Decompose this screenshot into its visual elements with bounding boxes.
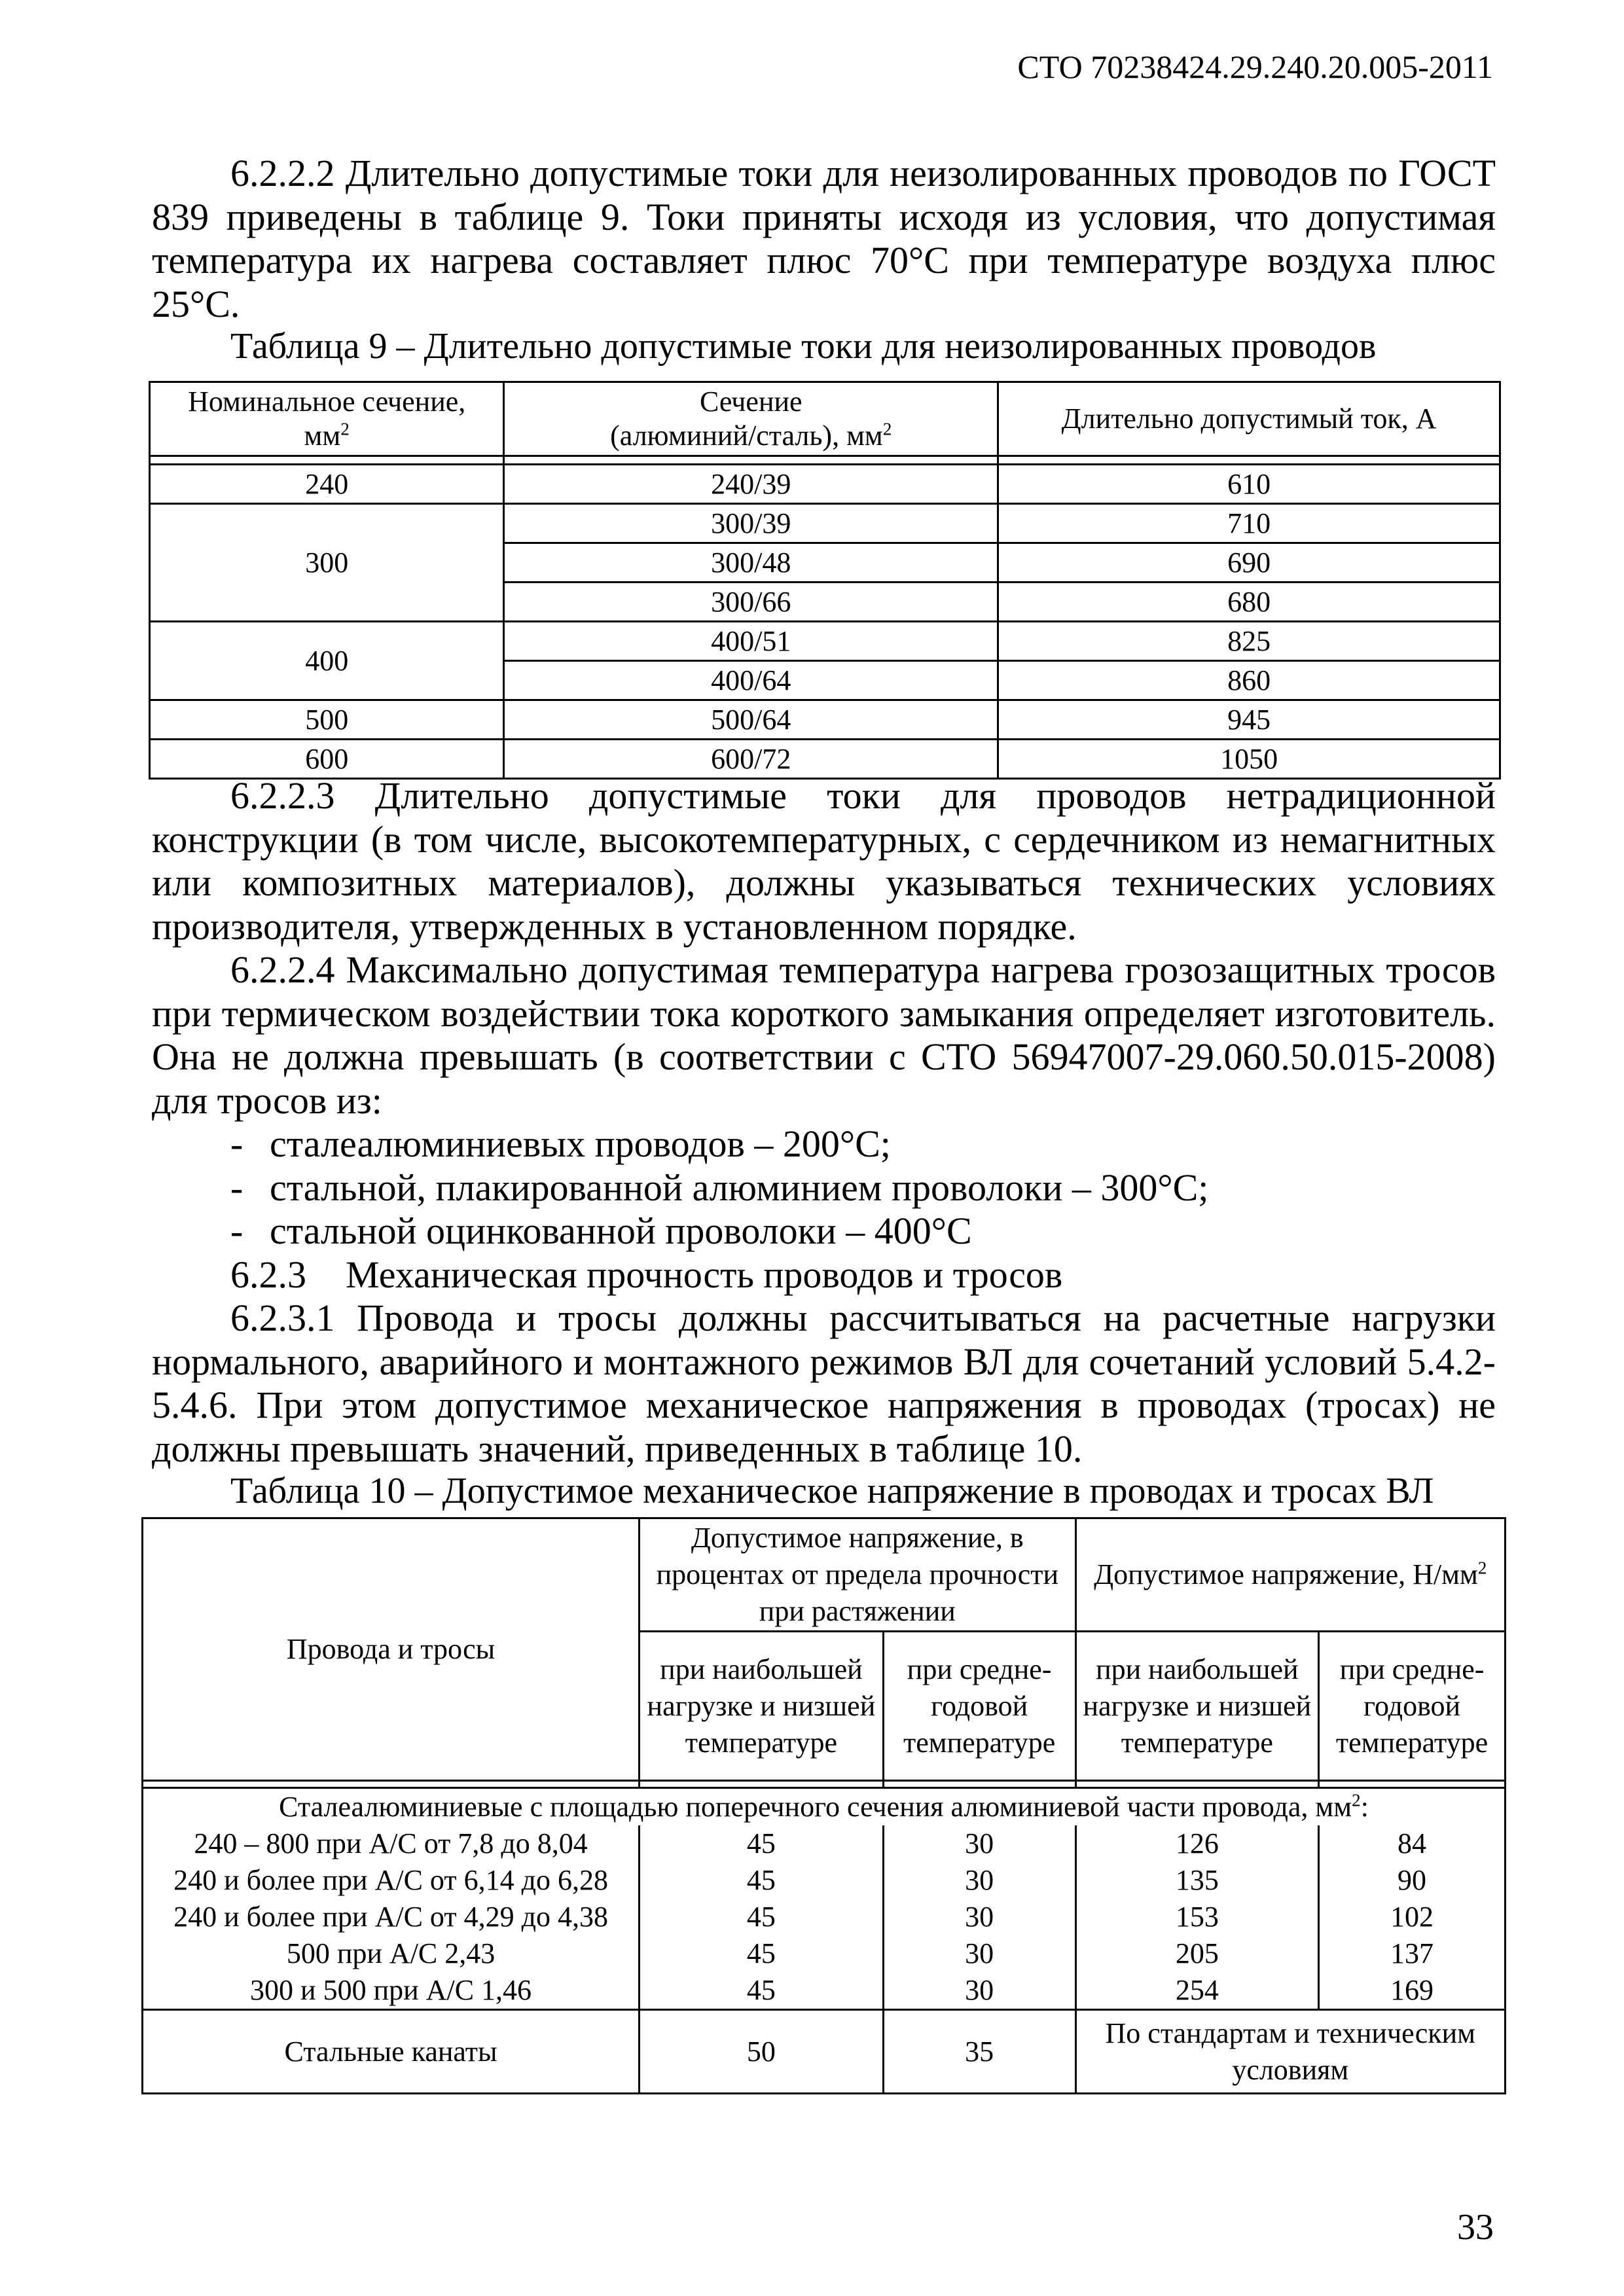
table-row (143, 1899, 1506, 1935)
table9-caption: Таблица 9 – Длительно допустимые токи для неизолированных проводов (230, 326, 1377, 367)
table-cell: 680 (998, 583, 1500, 622)
table-cell: 600 (150, 740, 504, 779)
table-cell: 500 (150, 700, 504, 740)
table10-group-label: Сталеалюминиевые с площадью поперечного сечения алюминиевой части провода, $мм^2$: (143, 1788, 1506, 1826)
paragraph-number: 6.2.2.2 (230, 152, 335, 194)
body-text (152, 774, 1496, 1511)
table10-header-avg-temp: при средне-годовой температуре (1319, 1632, 1506, 1781)
table-cell: 84 (1319, 1825, 1506, 1862)
table10-header-max-load: при наибольшей нагрузке и низшей температуре (1075, 1632, 1319, 1781)
table9 (149, 381, 1501, 780)
table-row (150, 622, 1500, 661)
table-cell: 240 – 800 при А/С от 7,8 до 8,04 (143, 1825, 640, 1862)
table-cell: 102 (1319, 1899, 1506, 1935)
section-heading-623: 6.2.3 Механическая прочность проводов и тросов (230, 1253, 1063, 1296)
table-cell: 153 (1075, 1899, 1319, 1935)
table-row (143, 2010, 1506, 2094)
table-cell: 240 и более при А/С от 4,29 до 4,38 (143, 1899, 640, 1935)
table-row (143, 1972, 1506, 2010)
table-cell: 254 (1075, 1972, 1319, 2010)
table10-header-avg-temp: при средне-годовой температуре (883, 1632, 1075, 1781)
table-cell: 30 (883, 1825, 1075, 1862)
table-cell: 610 (998, 465, 1500, 504)
table-cell: 300 и 500 при А/С 1,46 (143, 1972, 640, 2010)
paragraph-number: 6.2.2.3 (230, 774, 335, 817)
table-cell: 169 (1319, 1972, 1506, 2010)
document-code: СТО 70238424.29.240.20.005-2011 (1017, 48, 1493, 85)
page-number: 33 (1457, 2207, 1494, 2248)
list-dash: - (230, 1210, 244, 1252)
table9-header-current: Длительно допустимый ток, А (998, 382, 1500, 456)
table10-header-percent: Допустимое напряжение, в процентах от предела прочности при растяжении (640, 1518, 1075, 1632)
table10 (141, 1517, 1506, 2094)
table-cell: 300/39 (504, 504, 998, 543)
table-cell: 135 (1075, 1862, 1319, 1899)
paragraph-6224 (152, 948, 1496, 1122)
paragraph-text: Длительно допустимые токи для неизолированных проводов по ГОСТ 839 приведены в таблице 9. Токи приняты исходя из условия, что допустимая температура их нагрева составляет плюс 70°С при температуре воздуха плюс 25°С. (152, 152, 1496, 325)
table-cell: 45 (640, 1825, 884, 1862)
table9-header-nominal: Номинальное сечение, $мм^2$ (150, 382, 504, 456)
paragraph-text: Провода и тросы должны рассчитываться на расчетные нагрузки нормального, аварийного и монтажного режимов ВЛ для сочетаний условий 5.4.2-5.4.6. При этом допустимое механическое напряжения в проводах (тросах) не должны превышать значений, приведенных в таблице 10. (152, 1297, 1496, 1470)
table-cell: 300/48 (504, 543, 998, 583)
paragraph-6222 (152, 152, 1496, 326)
table-cell: 300/66 (504, 583, 998, 622)
table-cell: 126 (1075, 1825, 1319, 1862)
table-row (143, 1935, 1506, 1972)
table-cell: 45 (640, 1972, 884, 2010)
table-cell: 860 (998, 661, 1500, 700)
table-cell: 690 (998, 543, 1500, 583)
table-cell: 400/64 (504, 661, 998, 700)
table-cell: 137 (1319, 1935, 1506, 1972)
table-cell: 240/39 (504, 465, 998, 504)
table9-separator (150, 456, 1500, 465)
table-cell: 825 (998, 622, 1500, 661)
paragraph-6231 (152, 1297, 1496, 1471)
paragraph-number: 6.2.3.1 (230, 1297, 335, 1339)
table-cell: 710 (998, 504, 1500, 543)
table-cell: Стальные канаты (143, 2010, 640, 2094)
paragraph-text: Максимально допустимая температура нагрева грозозащитных тросов при термическом воздействии тока короткого замыкания определяет изготовитель. Она не должна превышать (в соответствии с СТО 56947007-29.060.50.015-2008) для тросов из: (152, 948, 1496, 1122)
table-cell: 50 (640, 2010, 884, 2094)
table-cell: 400 (150, 622, 504, 700)
table10-header-row (143, 1518, 1506, 1632)
table-cell: 30 (883, 1972, 1075, 2010)
table-cell: 30 (883, 1935, 1075, 1972)
list-item: - сталеалюминиевых проводов – 200°С; (230, 1122, 891, 1165)
table10-separator (143, 1781, 1506, 1788)
table10-caption: Таблица 10 – Допустимое механическое напряжение в проводах и тросах ВЛ (230, 1471, 1434, 1511)
table-cell: 30 (883, 1862, 1075, 1899)
table-cell: 30 (883, 1899, 1075, 1935)
table-row (150, 465, 1500, 504)
table-cell: 90 (1319, 1862, 1506, 1899)
table-row (143, 1862, 1506, 1899)
table-cell: По стандартам и техническим условиям (1075, 2010, 1505, 2094)
paragraph-6223 (152, 774, 1496, 948)
table10-header-nmm: Допустимое напряжение, $Н/мм^2$ (1075, 1518, 1505, 1632)
table-row (150, 740, 1500, 779)
paragraph-number: 6.2.2.4 (230, 948, 335, 991)
table9-header-section: Сечение (алюминий/сталь), $мм^2$ (504, 382, 998, 456)
section-6222 (152, 152, 1496, 367)
table-cell: 205 (1075, 1935, 1319, 1972)
table-cell: 500/64 (504, 700, 998, 740)
table10-header-max-load: при наибольшей нагрузке и низшей температуре (640, 1632, 884, 1781)
table10-header-wires: Провода и тросы (143, 1518, 640, 1781)
list-item: - стальной оцинкованной проволоки – 400°С (230, 1210, 972, 1252)
table-row (143, 1825, 1506, 1862)
table-cell: 300 (150, 504, 504, 622)
table-cell: 45 (640, 1862, 884, 1899)
table-cell: 35 (883, 2010, 1075, 2094)
table9-header-row (150, 382, 1500, 456)
table-row (150, 700, 1500, 740)
table-cell: 45 (640, 1899, 884, 1935)
table-cell: 945 (998, 700, 1500, 740)
table-cell: 500 при А/С 2,43 (143, 1935, 640, 1972)
table-cell: 45 (640, 1935, 884, 1972)
table-cell: 400/51 (504, 622, 998, 661)
table-cell: 1050 (998, 740, 1500, 779)
table10-group-row (143, 1788, 1506, 1826)
list-dash: - (230, 1166, 244, 1209)
table-cell: 240 (150, 465, 504, 504)
list-dash: - (230, 1122, 244, 1165)
list-item: - стальной, плакированной алюминием проволоки – 300°С; (230, 1166, 1209, 1209)
paragraph-text: Длительно допустимые токи для проводов нетрадиционной конструкции (в том числе, высокотемпературных, с сердечником из немагнитных или композитных материалов), должны указываться технических условиях производителя, утвержденных в установленном порядке. (152, 774, 1496, 948)
table-cell: 240 и более при А/С от 6,14 до 6,28 (143, 1862, 640, 1899)
table-row (150, 504, 1500, 543)
table-cell: 600/72 (504, 740, 998, 779)
